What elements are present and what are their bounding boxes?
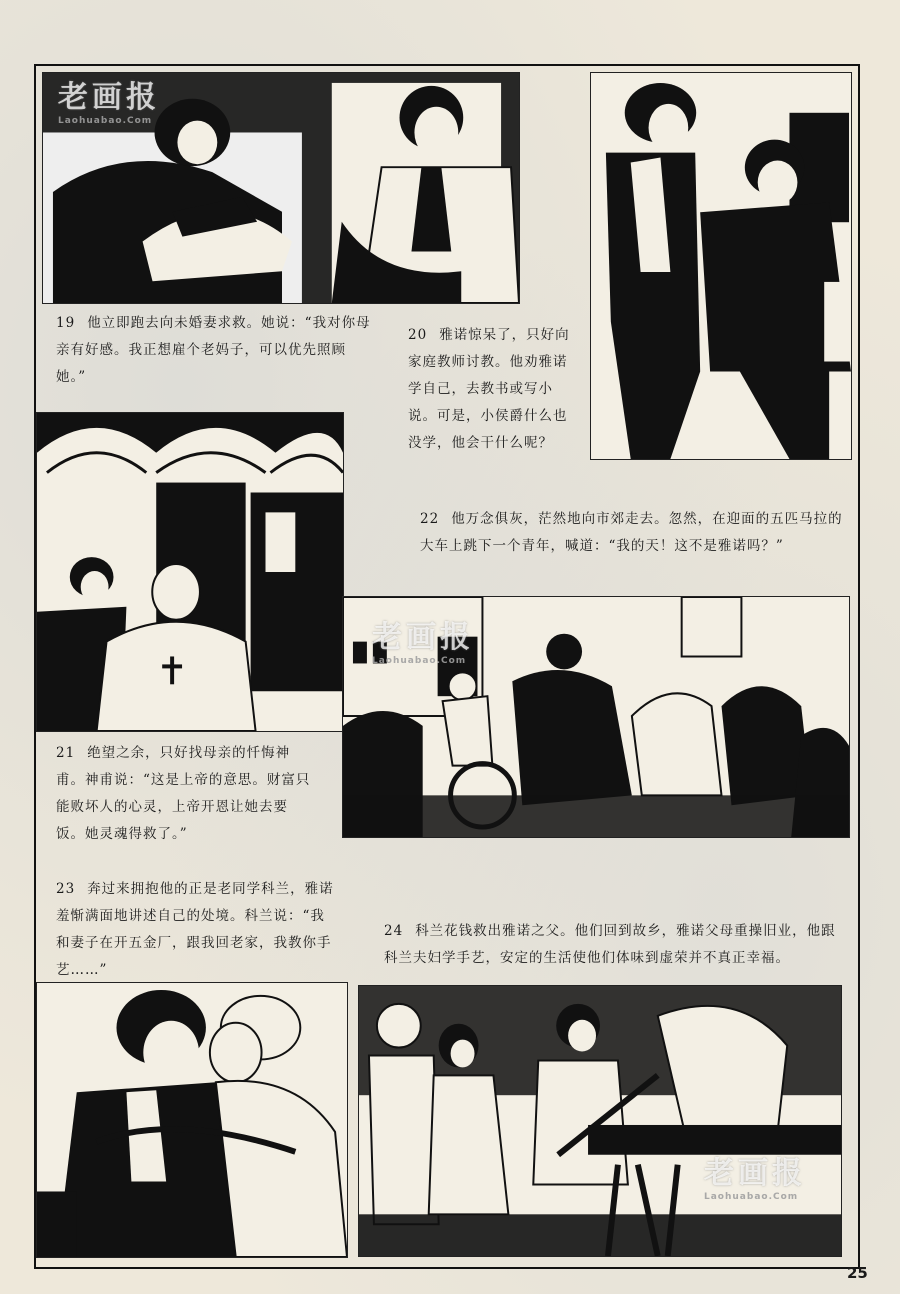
watermark-logo (372, 612, 474, 666)
caption-text: 他立即跑去向未婚妻求救。她说：“我对你母亲有好感。我正想雇个老妈子，可以优先照顾她。” (56, 315, 371, 385)
caption-number: 24 (384, 923, 404, 939)
caption-number: 22 (420, 511, 440, 527)
watermark-text: 老画报 (58, 80, 160, 115)
caption-number: 19 (56, 315, 76, 331)
watermark-url: Laohuabao.Com (372, 656, 467, 666)
panel-23-illustration (36, 982, 348, 1258)
caption-number: 21 (56, 745, 76, 761)
panel-24-illustration (358, 985, 842, 1257)
watermark-text: 老画报 (704, 1156, 806, 1191)
caption-text: 绝望之余，只好找母亲的忏悔神甫。神甫说：“这是上帝的意思。财富只能败坏人的心灵，上帝开恩让她去要饭。她灵魂得救了。” (56, 745, 311, 842)
panel-20-illustration (590, 72, 852, 460)
caption-23 (56, 876, 338, 984)
caption-text: 雅诺惊呆了，只好向家庭教师讨教。他劝雅诺学自己，去教书或写小说。可是，小侯爵什么也没学，他会干什么呢？ (408, 327, 570, 451)
caption-text: 科兰花钱救出雅诺之父。他们回到故乡，雅诺父母重操旧业，他跟科兰夫妇学手艺，安定的生活使他们体味到虚荣并不真正幸福。 (384, 923, 836, 966)
watermark-url: Laohuabao.Com (58, 116, 153, 126)
watermark-text: 老画报 (372, 620, 474, 655)
page-number: 25 (847, 1264, 868, 1282)
watermark-url: Laohuabao.Com (704, 1192, 799, 1202)
caption-20 (408, 322, 578, 457)
caption-19 (56, 310, 376, 391)
caption-text: 奔过来拥抱他的正是老同学科兰，雅诺羞惭满面地讲述自己的处境。科兰说：“我和妻子在开五金厂，跟我回老家，我教你手艺……” (56, 881, 334, 978)
caption-number: 20 (408, 327, 428, 343)
panel-21-illustration (36, 412, 344, 732)
watermark-logo (704, 1148, 806, 1202)
caption-22 (420, 506, 850, 560)
caption-text: 他万念俱灰，茫然地向市郊走去。忽然，在迎面的五匹马拉的大车上跳下一个青年，喊道：“我的天！这不是雅诺吗？” (420, 511, 843, 554)
caption-24 (384, 918, 848, 972)
watermark-logo (58, 72, 160, 126)
caption-21 (56, 740, 314, 848)
caption-number: 23 (56, 881, 76, 897)
